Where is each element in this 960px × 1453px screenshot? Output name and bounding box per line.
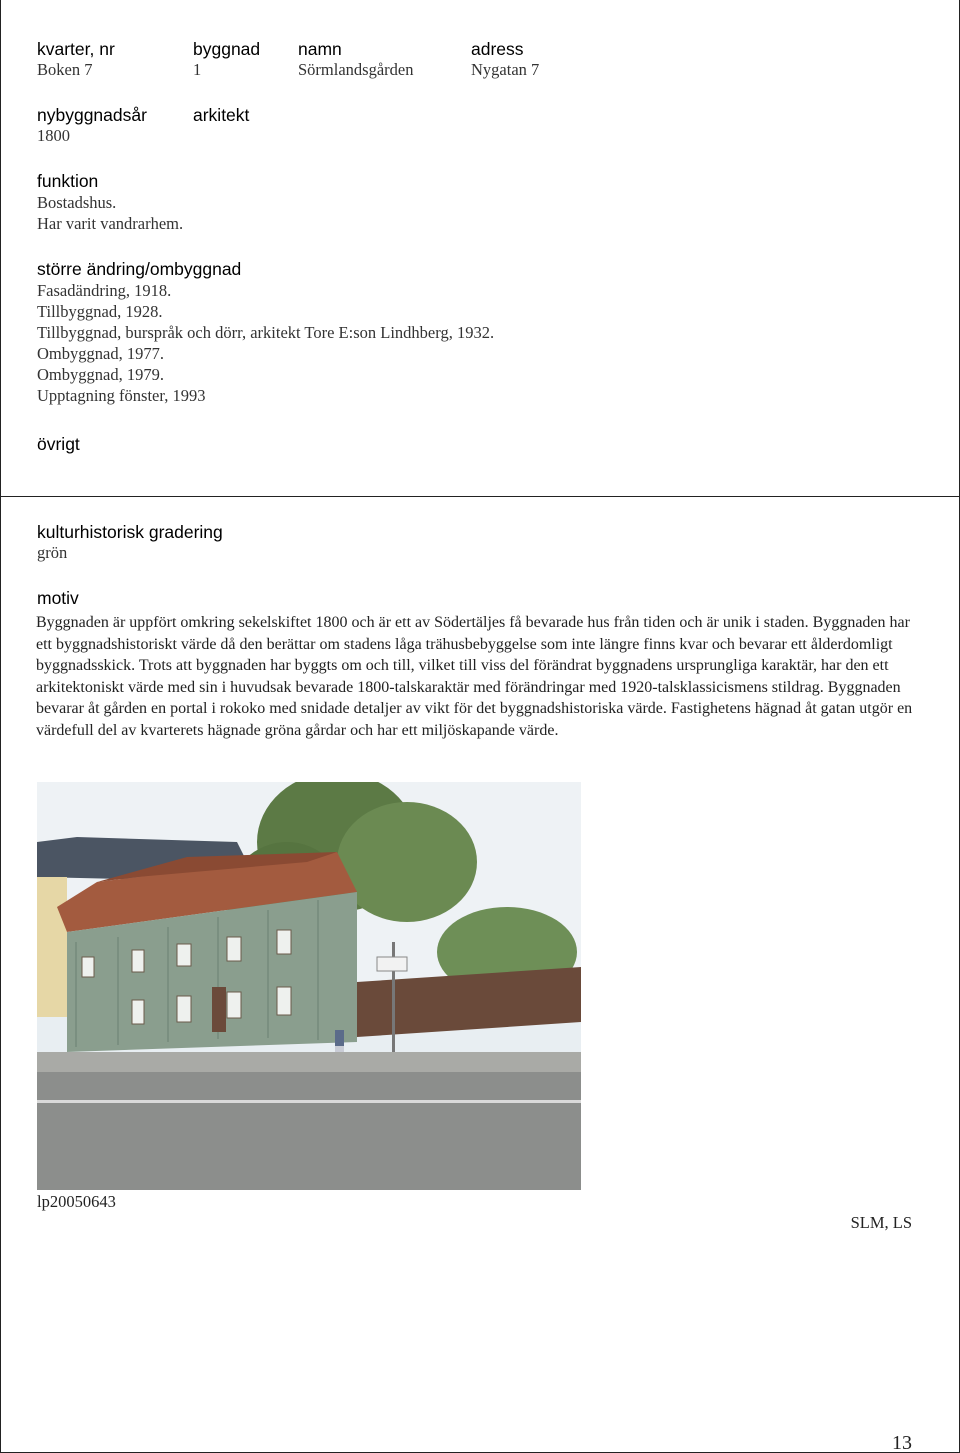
building-photo — [37, 782, 581, 1190]
grading-label: kulturhistorisk gradering — [37, 522, 223, 542]
change-line: Ombyggnad, 1977. — [37, 344, 164, 363]
change-line: Tillbyggnad, burspråk och dörr, arkitekt Tore E:son Lindhberg, 1932. — [37, 323, 495, 342]
byggnad-label: byggnad — [193, 39, 261, 59]
funktion-line: Har varit vandrarhem. — [37, 214, 184, 233]
change-line: Upptagning fönster, 1993 — [37, 386, 206, 405]
photo-id: lp20050643 — [37, 1192, 116, 1211]
changes-list — [37, 280, 494, 406]
adress-label: adress — [471, 39, 524, 59]
funktion-line: Bostadshus. — [37, 193, 117, 212]
changes-label: större ändring/ombyggnad — [37, 259, 242, 279]
byggnad-value: 1 — [193, 60, 202, 79]
namn-label: namn — [298, 39, 342, 59]
kvarter-label: kvarter, nr — [37, 39, 115, 59]
nybyggnadsar-value: 1800 — [37, 126, 70, 145]
adress-value: Nygatan 7 — [471, 60, 540, 79]
funktion-list — [37, 192, 183, 234]
page-number: 13 — [892, 1432, 912, 1453]
arkitekt-label: arkitekt — [193, 105, 250, 125]
funktion-label: funktion — [37, 171, 99, 191]
namn-value: Sörmlandsgården — [298, 60, 414, 79]
grading-value: grön — [37, 543, 68, 562]
kvarter-value: Boken 7 — [37, 60, 93, 79]
ovrigt-label: övrigt — [37, 434, 80, 454]
change-line: Fasadändring, 1918. — [37, 281, 172, 300]
nybyggnadsar-label: nybyggnadsår — [37, 105, 147, 125]
photo-credit: SLM, LS — [850, 1213, 912, 1232]
change-line: Tillbyggnad, 1928. — [37, 302, 163, 321]
motiv-text: Byggnaden är uppfört omkring sekelskiftet 1800 och är ett av Södertäljes få bevarade hus från tiden och är unik i staden. Byggnaden har ett byggnadshistoriskt värde då den berättar om stadens låga trähusbebyggelse som inte längre finns kvar och bevarar ett ålderdomligt byggnadsskick. Trots att byggnaden har byggts om och till, vilket till viss del förändrat byggnadens ursprungliga karaktär, har den ett arkitektoniskt värde med sin i huvudsak bevarade 1800-talskaraktär med förändringar med 1920-talsklassicismens stildrag. Byggnaden bevarar åt gården en portal i rokoko med snidade detaljer av vikt för det byggnadshistoriska värde. Fastighetens hägnad åt gatan utgör en värdefull del av kvarterets hägnade gröna gårdar och har ett miljöskapande värde. — [36, 614, 913, 739]
motiv-label: motiv — [37, 588, 79, 608]
change-line: Ombyggnad, 1979. — [37, 365, 164, 384]
